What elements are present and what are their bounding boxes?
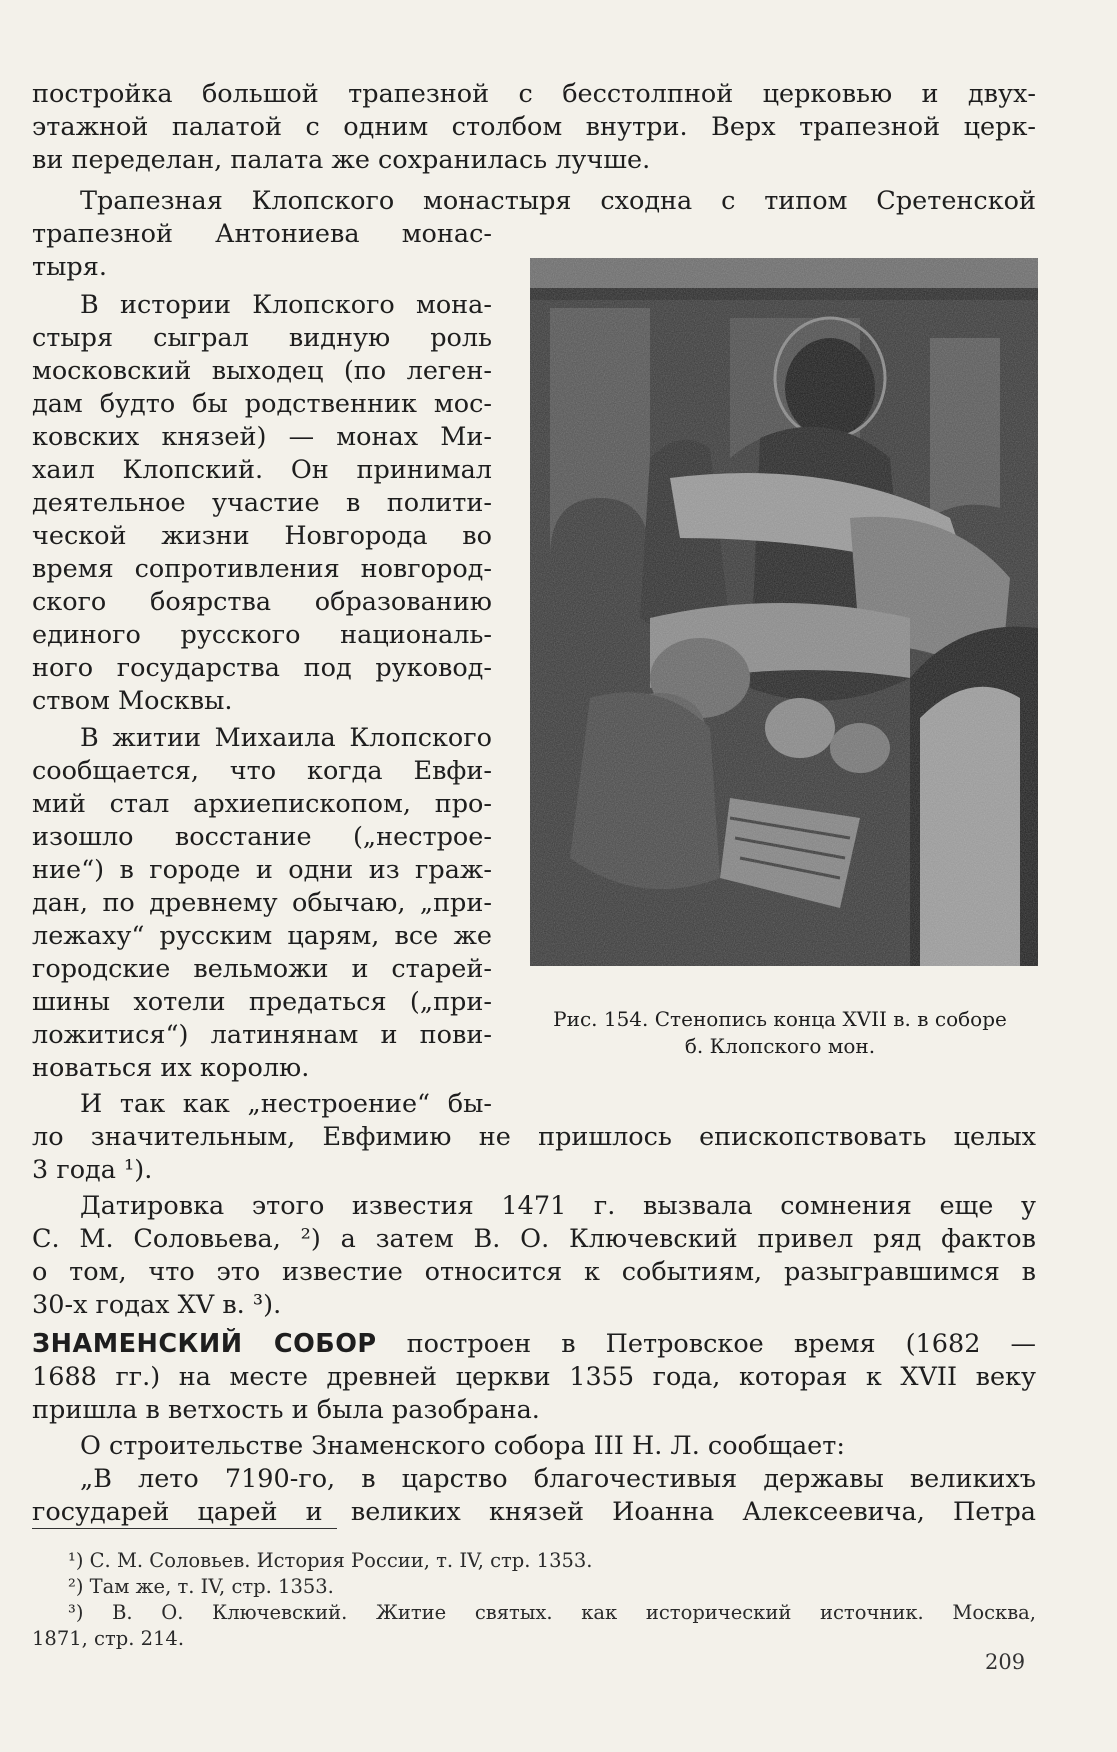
body-line: шины хотели предаться („при-	[32, 987, 492, 1017]
body-line: московский выходец (по леген-	[32, 356, 492, 386]
body-line: ского боярства образованию	[32, 587, 492, 617]
body-line: О строительстве Знаменского собора III Н. Л. сообщает:	[80, 1431, 845, 1461]
body-line: тыря.	[32, 252, 107, 282]
body-line: Датировка этого известия 1471 г. вызвала сомнения еще у	[80, 1191, 1036, 1221]
body-line: этажной палатой с одним столбом внутри. Верх трапезной церк-	[32, 112, 1036, 142]
footnote: ¹) С. М. Соловьев. История России, т. IV, стр. 1353.	[68, 1549, 593, 1572]
body-line: ние“) в городе и одни из граж-	[32, 855, 492, 885]
body-line: изошло восстание („нестрое-	[32, 822, 492, 852]
body-line: единого русского националь-	[32, 620, 492, 650]
body-line: 30-х годах XV в. ³).	[32, 1290, 282, 1320]
body-text: построен в Петровское время (1682 —	[376, 1329, 1036, 1359]
body-line: мий стал архиепископом, про-	[32, 789, 492, 819]
body-line: деятельное участие в полити-	[32, 488, 492, 518]
body-line: пришла в ветхость и была разобрана.	[32, 1395, 540, 1425]
footnote: ²) Там же, т. IV, стр. 1353.	[68, 1575, 334, 1598]
fresco-image	[530, 258, 1038, 966]
body-line: государей царей и великих князей Иоанна Алексеевича, Петра	[32, 1497, 1036, 1527]
body-line: ло значительным, Евфимию не пришлось епископствовать целых	[32, 1122, 1036, 1152]
body-line: И так как „нестроение“ бы-	[80, 1089, 492, 1119]
body-line: 1688 гг.) на месте древней церкви 1355 года, которая к XVII веку	[32, 1362, 1036, 1392]
body-line: ложитися“) латинянам и пови-	[32, 1020, 492, 1050]
body-line: ством Москвы.	[32, 686, 233, 716]
fresco-illustration	[530, 258, 1038, 966]
body-line: ковских князей) — монах Ми-	[32, 422, 492, 452]
body-line: новаться их королю.	[32, 1053, 310, 1083]
footnote-divider	[32, 1528, 337, 1529]
figure-caption: б. Клопского мон.	[684, 1034, 876, 1058]
body-line: хаил Клопский. Он принимал	[32, 455, 492, 485]
body-line: Трапезная Клопского монастыря сходна с типом Сретенской	[80, 186, 1036, 216]
body-line: дан, по древнему обычаю, „при-	[32, 888, 492, 918]
body-line: постройка большой трапезной с бесстолпной церковью и двух-	[32, 79, 1036, 109]
footnote: ³) В. О. Ключевский. Житие святых. как исторический источник. Москва,	[68, 1601, 1036, 1624]
page-number: 209	[985, 1650, 1026, 1674]
body-line: о том, что это известие относится к событиям, разыгравшимся в	[32, 1257, 1036, 1287]
body-line: лежаху“ русским царям, все же	[32, 921, 492, 951]
footnote: 1871, стр. 214.	[32, 1627, 185, 1650]
figure-caption: Рис. 154. Стенопись конца XVII в. в соборе	[553, 1007, 1007, 1031]
body-line: В истории Клопского мона-	[80, 290, 492, 320]
body-line: ного государства под руковод-	[32, 653, 492, 683]
body-line: „В лето 7190-го, в царство благочестивыя державы великихъ	[80, 1464, 1036, 1494]
body-line: трапезной Антониева монас-	[32, 219, 492, 249]
body-line: время сопротивления новгород-	[32, 554, 492, 584]
body-line: дам будто бы родственник мос-	[32, 389, 492, 419]
body-line: ческой жизни Новгорода во	[32, 521, 492, 551]
body-line: сообщается, что когда Евфи-	[32, 756, 492, 786]
section-heading-znamensky: ЗНАМЕНСКИЙ СОБОР	[32, 1329, 377, 1359]
body-line: С. М. Соловьева, ²) а затем В. О. Ключевский привел ряд фактов	[32, 1224, 1036, 1254]
body-line: городские вельможи и старей-	[32, 954, 492, 984]
znamensky-line-first	[32, 1328, 1036, 1361]
body-line: 3 года ¹).	[32, 1155, 153, 1185]
body-line: ви переделан, палата же сохранилась лучше.	[32, 145, 651, 175]
body-line: стыря сыграл видную роль	[32, 323, 492, 353]
body-line: В житии Михаила Клопского	[80, 723, 492, 753]
